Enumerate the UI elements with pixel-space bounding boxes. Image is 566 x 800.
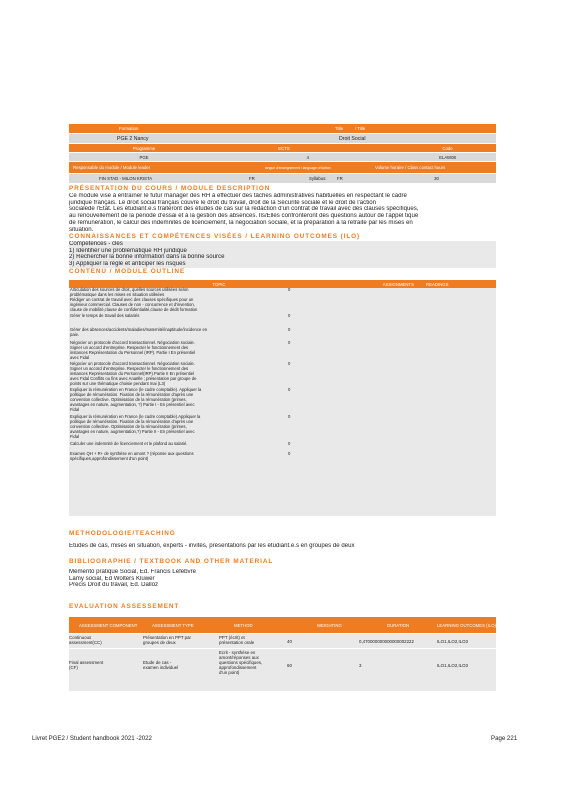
learning-outcomes-header: LEARNING OUTCOMES (ILO) [437, 622, 496, 628]
evaluation-row-cf [69, 649, 496, 691]
topic-session: 0 [288, 414, 291, 419]
contact-hours-label: Volume horaire / Class contact hours [375, 165, 446, 170]
method-header: METHOD [234, 622, 253, 628]
header-values-row [69, 134, 496, 143]
description-line: juridique français. Le droit social français couvre le droit du travail, droit de la Sécurité sociale et le droit de l'action [69, 199, 377, 206]
component-text: Continuous [69, 635, 92, 640]
title-value: Droit Social [339, 135, 366, 142]
method-cell [219, 635, 254, 645]
footer-handbook-title: Livret PGE2 / Student handbook 2021 -2022 [32, 735, 152, 742]
code-value: ELAW08 [439, 154, 456, 160]
method-text: approfondissement [219, 665, 257, 670]
topic-text: Négocier un protocole d'accord transactionnel. Négociation sociale. [70, 340, 195, 345]
outcome-line: 2) Rechercher la bonne information dans la bonne source [69, 254, 225, 261]
type-text: examen individuel [143, 665, 179, 670]
topic-text: Fidal [70, 433, 80, 439]
description-line: Ce module vise à entraîner le futur manager des RH à effectuer des tâches administratives habituelles en respectant le cadre [69, 193, 407, 199]
bibliography-item: Lamy social, Ed Wolters Kluwer [69, 575, 155, 582]
topic-session: 0 [288, 340, 291, 345]
topic-text: avec Fidal [70, 354, 90, 360]
topic-text: Fidal [70, 406, 80, 412]
module-outline-heading: CONTENU / MODULE OUTLINE [69, 268, 186, 275]
footer-page-number: Page 221 [491, 735, 518, 742]
type-text: groupes de deux [143, 640, 176, 645]
component-cell [69, 660, 103, 670]
syllabus-label: Syllabus: [309, 176, 327, 181]
methodology-line: Etudes de cas, mises en situation, experts - invités, présentations par les étudiant.e.s en groupes de deux [69, 543, 355, 549]
duration-header: DURATION [387, 622, 410, 628]
description-line: socialede l'Etat. Les étudiant.e.s traiteront des études de cas sur la rédaction d'un contrat de travail avec des clauses spécifiques, [69, 206, 419, 213]
topic-text: paie. [70, 331, 80, 337]
type-cell [143, 635, 191, 645]
outcomes-cell: ILO1,ILO2,ILO3 [437, 639, 468, 644]
topic-row [70, 362, 296, 387]
topic-session: 0 [288, 451, 291, 456]
assignments-header: ASSIGNMENTS [382, 281, 414, 287]
topic-text: politique de rémunération. Fixation de la rémunération d'après une [70, 418, 194, 424]
topic-row [70, 341, 296, 361]
programme-value: PGE [139, 154, 149, 160]
topic-text: politique de rémunération. Fixation de la rémunération d'après une [70, 391, 194, 397]
learning-outcomes [69, 241, 496, 268]
description-line: de rémunération, le calcul des indemnités de licenciement, la négociation sociale, et la préparation à la retraite par les mises en [69, 219, 413, 226]
method-text: PPT (écrit) et [219, 635, 245, 640]
module-description [69, 193, 496, 233]
evaluation-heading: EVALUATION ASSESSEMENT [69, 603, 180, 610]
component-cell [69, 635, 102, 645]
leader-labels-row [69, 162, 496, 173]
type-text: Présentation en PPT par [143, 635, 192, 640]
topic-text: Articulation des sources de droit, quelles sources utilisées selon [70, 287, 189, 292]
outcomes-cell: ILO1,ILO2,ILO3 [437, 663, 468, 668]
weighting-cell: 60 [287, 663, 292, 668]
outline-table [69, 288, 496, 516]
topic-session: 0 [288, 441, 291, 446]
module-leader-label: Responsable du module / Module leader [73, 165, 151, 170]
outcome-line: 3) Appliquer la règle et anticiper les risques [69, 261, 186, 268]
language-label: langue d'enseignement / language of tuition [265, 165, 331, 170]
type-cell [143, 660, 178, 670]
programme-values-row [69, 153, 496, 161]
topic-text: Expliquer la rémunération en France (le cadre comptable).Appliquer la [70, 414, 201, 419]
topic-session: 0 [288, 287, 291, 292]
topic-row [70, 415, 296, 440]
duration-cell: 3 [359, 663, 362, 668]
method-text: Ecrit - synthèse en [219, 650, 256, 655]
method-text: d'un point) [219, 670, 240, 675]
formation-value: PGE 2 Nancy [117, 135, 149, 142]
topic-text: avantages en nature, augmentation, ?) Partie I - En présentiel avec [70, 401, 195, 407]
method-text: présentation orale [219, 640, 255, 645]
leader-values-row [69, 174, 496, 183]
topic-session: 0 [288, 387, 291, 392]
topic-text: points sur une thématique choisie pendant mai (L3) [70, 380, 166, 386]
outcome-line: 1) Identifier une problématique RH juridique [69, 247, 187, 254]
duration-cell: 0,470000000000000002222 [359, 639, 414, 644]
bibliography-heading: BIBLIOGRAPHIE / TEXTBOOK AND OTHER MATERIAL [69, 558, 274, 565]
title-label: Title [335, 126, 343, 131]
topic-row [70, 314, 296, 319]
weighting-cell: 40 [287, 639, 292, 644]
bibliography-item: Mémento pratique Social, Ed. Francis Lefebvre [69, 569, 197, 575]
topic-row [70, 388, 296, 413]
syllabus-value: FR [337, 176, 343, 181]
description-line: situation. [69, 226, 94, 233]
topic-text: Signer un accord d'entreprise. Respecter le fonctionnement des [70, 365, 189, 371]
topic-row [70, 442, 296, 447]
method-text: questions spécifiques, [219, 660, 263, 665]
topic-header: TOPIC [212, 281, 226, 287]
bibliography-item: Précis Droit du travail, Ed. Dalloz [69, 582, 159, 589]
method-cell [219, 650, 262, 675]
programme-label: Programme [132, 145, 156, 151]
topic-session: 0 [288, 361, 291, 366]
readings-header: READINGS [426, 281, 449, 287]
component-text: assessment(CC) [69, 640, 102, 645]
topic-text: instances Représentation du Personnel (IRP). Partie I En présentiel [70, 349, 196, 355]
formation-label: Formation [119, 126, 139, 131]
topic-text: clause de mobilité,clause de confidentialité,clause de dédit formation [70, 306, 198, 312]
evaluation-header-row [69, 617, 496, 633]
ects-label: ECTS [278, 145, 290, 151]
assessment-type-header: ASSESSMENT TYPE [152, 622, 194, 628]
topic-text: spécifiques,approfondissement d'un point) [70, 455, 149, 461]
topic-text: Gérer des absences/accidents/maladies/maternité/inaptitude/incidence en [70, 327, 208, 332]
contact-hours-value: 30 [434, 176, 439, 181]
topic-text: Rédiger un contrat de travail avec des clauses spécifiques pour un [70, 296, 194, 302]
topic-text: problématique dans les mises en situation utilisées [70, 291, 165, 297]
module-leader-value: FIN STAD - MILON KRISTA [99, 176, 153, 181]
topic-row [70, 288, 296, 313]
topic-row [70, 328, 296, 338]
code-label: Code [442, 145, 453, 151]
methodology-text [69, 543, 496, 550]
topic-text: instances Représentation du Personnel(IRP).Partie II En présentiel [70, 370, 195, 376]
title-label-en: / Title [355, 126, 366, 131]
topic-text: convention collective. Optimisation de la rémunération (primes, [70, 423, 187, 429]
component-text: (CF) [69, 665, 78, 670]
weighting-header: WEIGHTING [317, 622, 342, 628]
topic-text: Gérer le temps de travail des salariés [70, 313, 140, 318]
topic-row [70, 452, 296, 462]
description-line: au renouvellement de la période d'essai et à la gestion des absences. Ils/Elles confronteront des questions autour de l'appel tique [69, 213, 419, 220]
type-text: Etude de cas - [143, 660, 172, 665]
component-text: Final assessment [69, 660, 104, 665]
bibliography [69, 569, 496, 589]
module-description-heading: PRÉSENTATION DU COURS / MODULE DESCRIPTION [69, 185, 271, 192]
topic-text: avantages en nature, augmentation,?) Partie II - En présentiel avec [70, 428, 195, 434]
programme-labels-row [69, 144, 496, 152]
topic-text: Expliquer la rémunération en France (le cadre comptable). Appliquer la [70, 387, 202, 392]
outcome-line: Compétences - clés [69, 241, 123, 247]
topic-text: Signer un accord d'entreprise. Respecter le fonctionnement des [70, 344, 189, 350]
topic-text: Calculer une indemnité de licenciement et le plafond au salarié. [70, 441, 188, 446]
topic-text: Examen QH + R+ de synthèse en amont ? (réponse aux questions [70, 451, 194, 456]
topic-text: Négocier un protocole d'accord transactionnel. Négociation sociale. [70, 361, 195, 366]
topic-text: ingénieur commercial. Clauses de non - concurrence et d'invention, [70, 301, 195, 307]
header-labels-row [69, 124, 496, 133]
language-value: FR [249, 176, 255, 181]
topic-session: 0 [288, 313, 291, 318]
evaluation-row-cc [69, 634, 496, 648]
component-header: ASSESSMENT COMPONENT [79, 622, 138, 628]
topic-text: convention collective. Optimisation de la rémunération (primes, [70, 396, 187, 402]
topic-text: avec Fidal Conflits ou fins avec Anaëlle ; présentation par groupe de [70, 375, 197, 381]
topic-session: 0 [288, 327, 291, 332]
learning-outcomes-heading: CONNAISSANCES ET COMPÉTENCES VISÉES / LEARNING OUTCOMES (ILO) [69, 233, 361, 240]
ects-value: 4 [306, 154, 309, 160]
method-text: amont/réponses aux [219, 655, 259, 660]
methodology-heading: METHODOLOGIE/TEACHING [69, 530, 176, 537]
